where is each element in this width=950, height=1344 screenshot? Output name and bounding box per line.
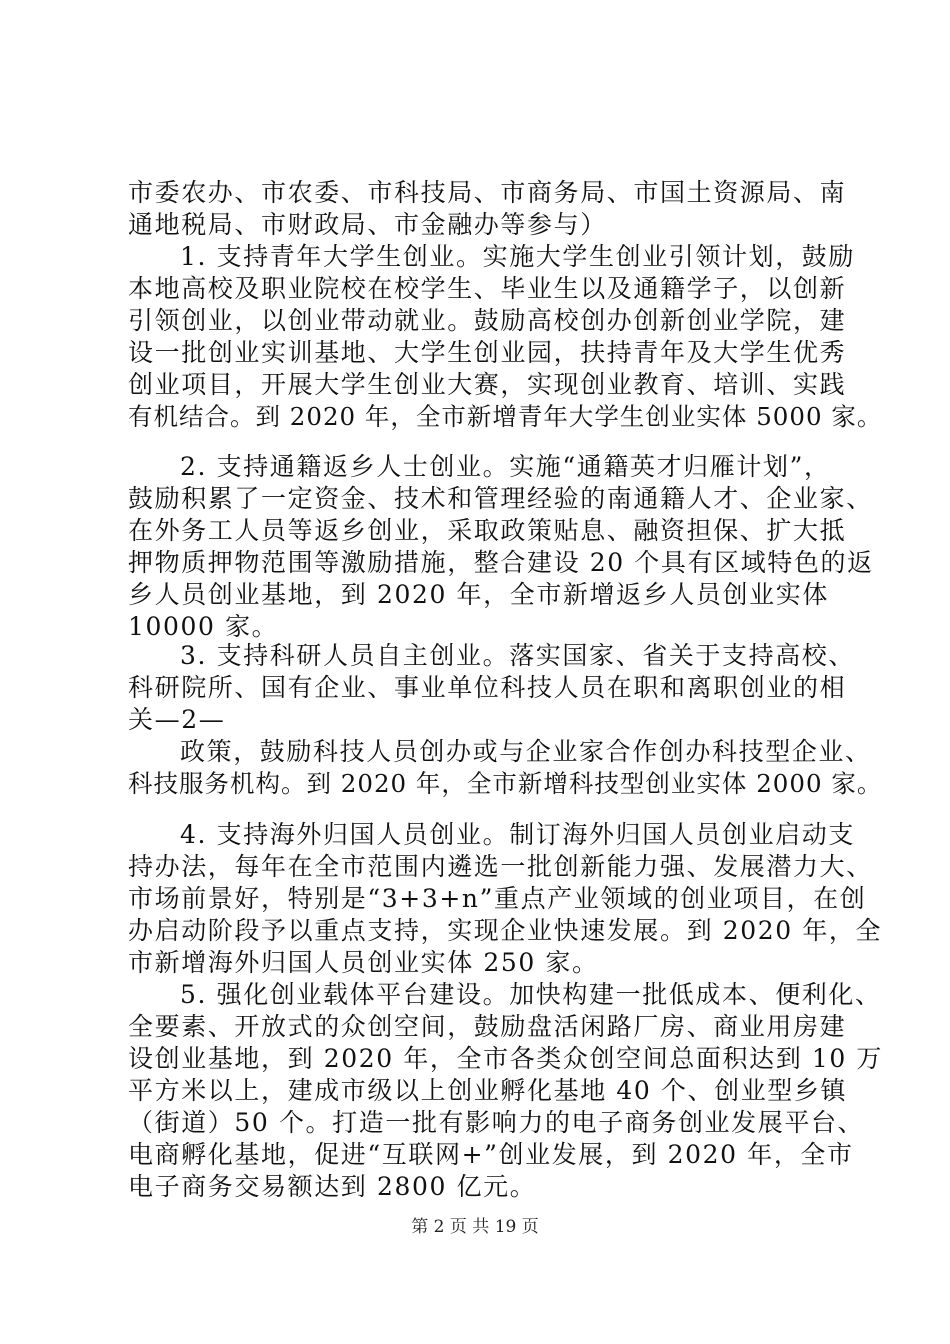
text-line: 10000 家。 xyxy=(128,612,279,641)
text-line: 押物质押物范围等激励措施，整合建设 20 个具有区域特色的返 xyxy=(128,548,874,577)
text-line: 市场前景好，特别是“3+3+n”重点产业领域的创业项目，在创 xyxy=(128,884,867,913)
text-line: 1. 支持青年大学生创业。实施大学生创业引领计划，鼓励 xyxy=(180,242,856,271)
text-line: 持办法，每年在全市范围内遴选一批创新能力强、发展潜力大、 xyxy=(128,852,873,881)
text-line: 全要素、开放式的众创空间，鼓励盘活闲路厂房、商业用房建 xyxy=(128,1012,847,1041)
text-line: 5. 强化创业载体平台建设。加快构建一批低成本、便利化、 xyxy=(180,980,882,1009)
text-line: 市委农办、市农委、市科技局、市商务局、市国土资源局、南 xyxy=(128,178,847,207)
text-line: 3. 支持科研人员自主创业。落实国家、省关于支持高校、 xyxy=(180,641,856,670)
text-line: 科研院所、国有企业、事业单位科技人员在职和离职创业的相 xyxy=(128,673,847,702)
text-line: 设一批创业实训基地、大学生创业园，扶持青年及大学生优秀 xyxy=(128,338,847,367)
text-line: 本地高校及职业院校在校学生、毕业生以及通籍学子，以创新 xyxy=(128,274,847,303)
text-line: 2. 支持通籍返乡人士创业。实施“通籍英才归雁计划”， xyxy=(180,452,831,481)
text-line: 乡人员创业基地，到 2020 年，全市新增返乡人员创业实体 xyxy=(128,580,829,609)
text-line: 4. 支持海外归国人员创业。制订海外归国人员创业启动支 xyxy=(180,820,856,849)
text-line: 科技服务机构。到 2020 年，全市新增科技型创业实体 2000 家。 xyxy=(128,769,883,798)
text-line: 通地税局、市财政局、市金融办等参与） xyxy=(128,210,607,239)
text-line: 市新增海外归国人员创业实体 250 家。 xyxy=(128,948,599,977)
text-line: 关—2— xyxy=(128,705,226,734)
text-line: 办启动阶段予以重点支持，实现企业快速发展。到 2020 年，全 xyxy=(128,916,883,945)
text-line: （街道）50 个。打造一批有影响力的电子商务创业发展平台、 xyxy=(128,1108,865,1137)
text-line: 鼓励积累了一定资金、技术和管理经验的南通籍人才、企业家、 xyxy=(128,484,873,513)
text-line: 创业项目，开展大学生创业大赛，实现创业教育、培训、实践 xyxy=(128,370,847,399)
text-line: 设创业基地，到 2020 年，全市各类众创空间总面积达到 10 万 xyxy=(128,1044,884,1073)
text-line: 有机结合。到 2020 年，全市新增青年大学生创业实体 5000 家。 xyxy=(128,402,883,431)
page-number: 第 2 页 共 19 页 xyxy=(411,1217,539,1237)
text-line: 平方米以上，建成市级以上创业孵化基地 40 个、创业型乡镇 xyxy=(128,1076,848,1105)
text-line: 引领创业，以创业带动就业。鼓励高校创办创新创业学院，建 xyxy=(128,306,847,335)
text-line: 在外务工人员等返乡创业，采取政策贴息、融资担保、扩大抵 xyxy=(128,516,847,545)
text-line: 电子商务交易额达到 2800 亿元。 xyxy=(128,1172,537,1201)
text-line: 电商孵化基地，促进“互联网+”创业发展，到 2020 年，全市 xyxy=(128,1140,854,1169)
text-line: 政策，鼓励科技人员创办或与企业家合作创办科技型企业、 xyxy=(180,737,872,766)
